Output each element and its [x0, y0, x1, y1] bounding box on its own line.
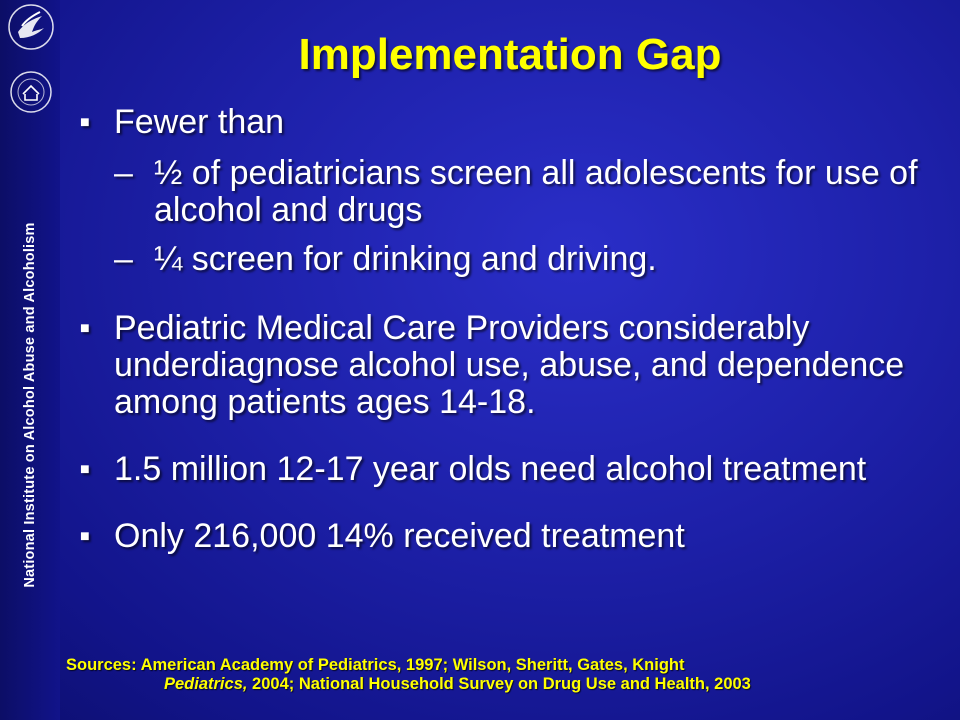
bullet-item: [78, 104, 944, 141]
bullet-text: 1.5 million 12-17 year olds need alcohol treatment: [114, 450, 867, 488]
bullet-text: Only 216,000 14% received treatment: [114, 517, 685, 555]
bullet-text: Fewer than: [114, 103, 285, 141]
bullet-text: Pediatric Medical Care Providers considerably underdiagnose alcohol use, abuse, and dependence among patients ages 14-18.: [114, 309, 905, 421]
bullet-square-icon: ■: [80, 461, 90, 478]
bullet-item: [78, 310, 944, 421]
journal-name: Pediatrics,: [164, 675, 248, 693]
dash-marker: –: [114, 154, 133, 192]
bullet-item: [78, 518, 944, 555]
sub-bullet-text: ¼ screen for drinking and driving.: [154, 240, 657, 278]
bullet-item: [78, 451, 944, 488]
bullet-square-icon: ■: [80, 114, 90, 131]
dash-marker: –: [114, 240, 133, 278]
bullet-square-icon: ■: [80, 528, 90, 545]
sources-suffix: 2004; National Household Survey on Drug Use and Health, 2003: [247, 675, 751, 693]
sidebar: [0, 0, 60, 720]
vertical-org-name: National Institute on Alcohol Abuse and Alcoholism: [22, 222, 38, 588]
hhs-eagle-logo: [6, 2, 56, 52]
sources-line-1: Sources: American Academy of Pediatrics, 1997; Wilson, Sheritt, Gates, Knight: [66, 656, 685, 674]
bullet-square-icon: ■: [80, 320, 90, 337]
sources-citation: [66, 656, 946, 694]
nih-logo: [9, 70, 53, 114]
page-title: Implementation Gap: [298, 30, 722, 79]
sub-bullet-item: [114, 241, 944, 278]
sources-line-2: [66, 675, 946, 694]
bullet-list: [78, 104, 944, 583]
sub-bullet-text: ½ of pediatricians screen all adolescents for use of alcohol and drugs: [154, 154, 918, 229]
sub-bullet-item: [114, 155, 944, 229]
